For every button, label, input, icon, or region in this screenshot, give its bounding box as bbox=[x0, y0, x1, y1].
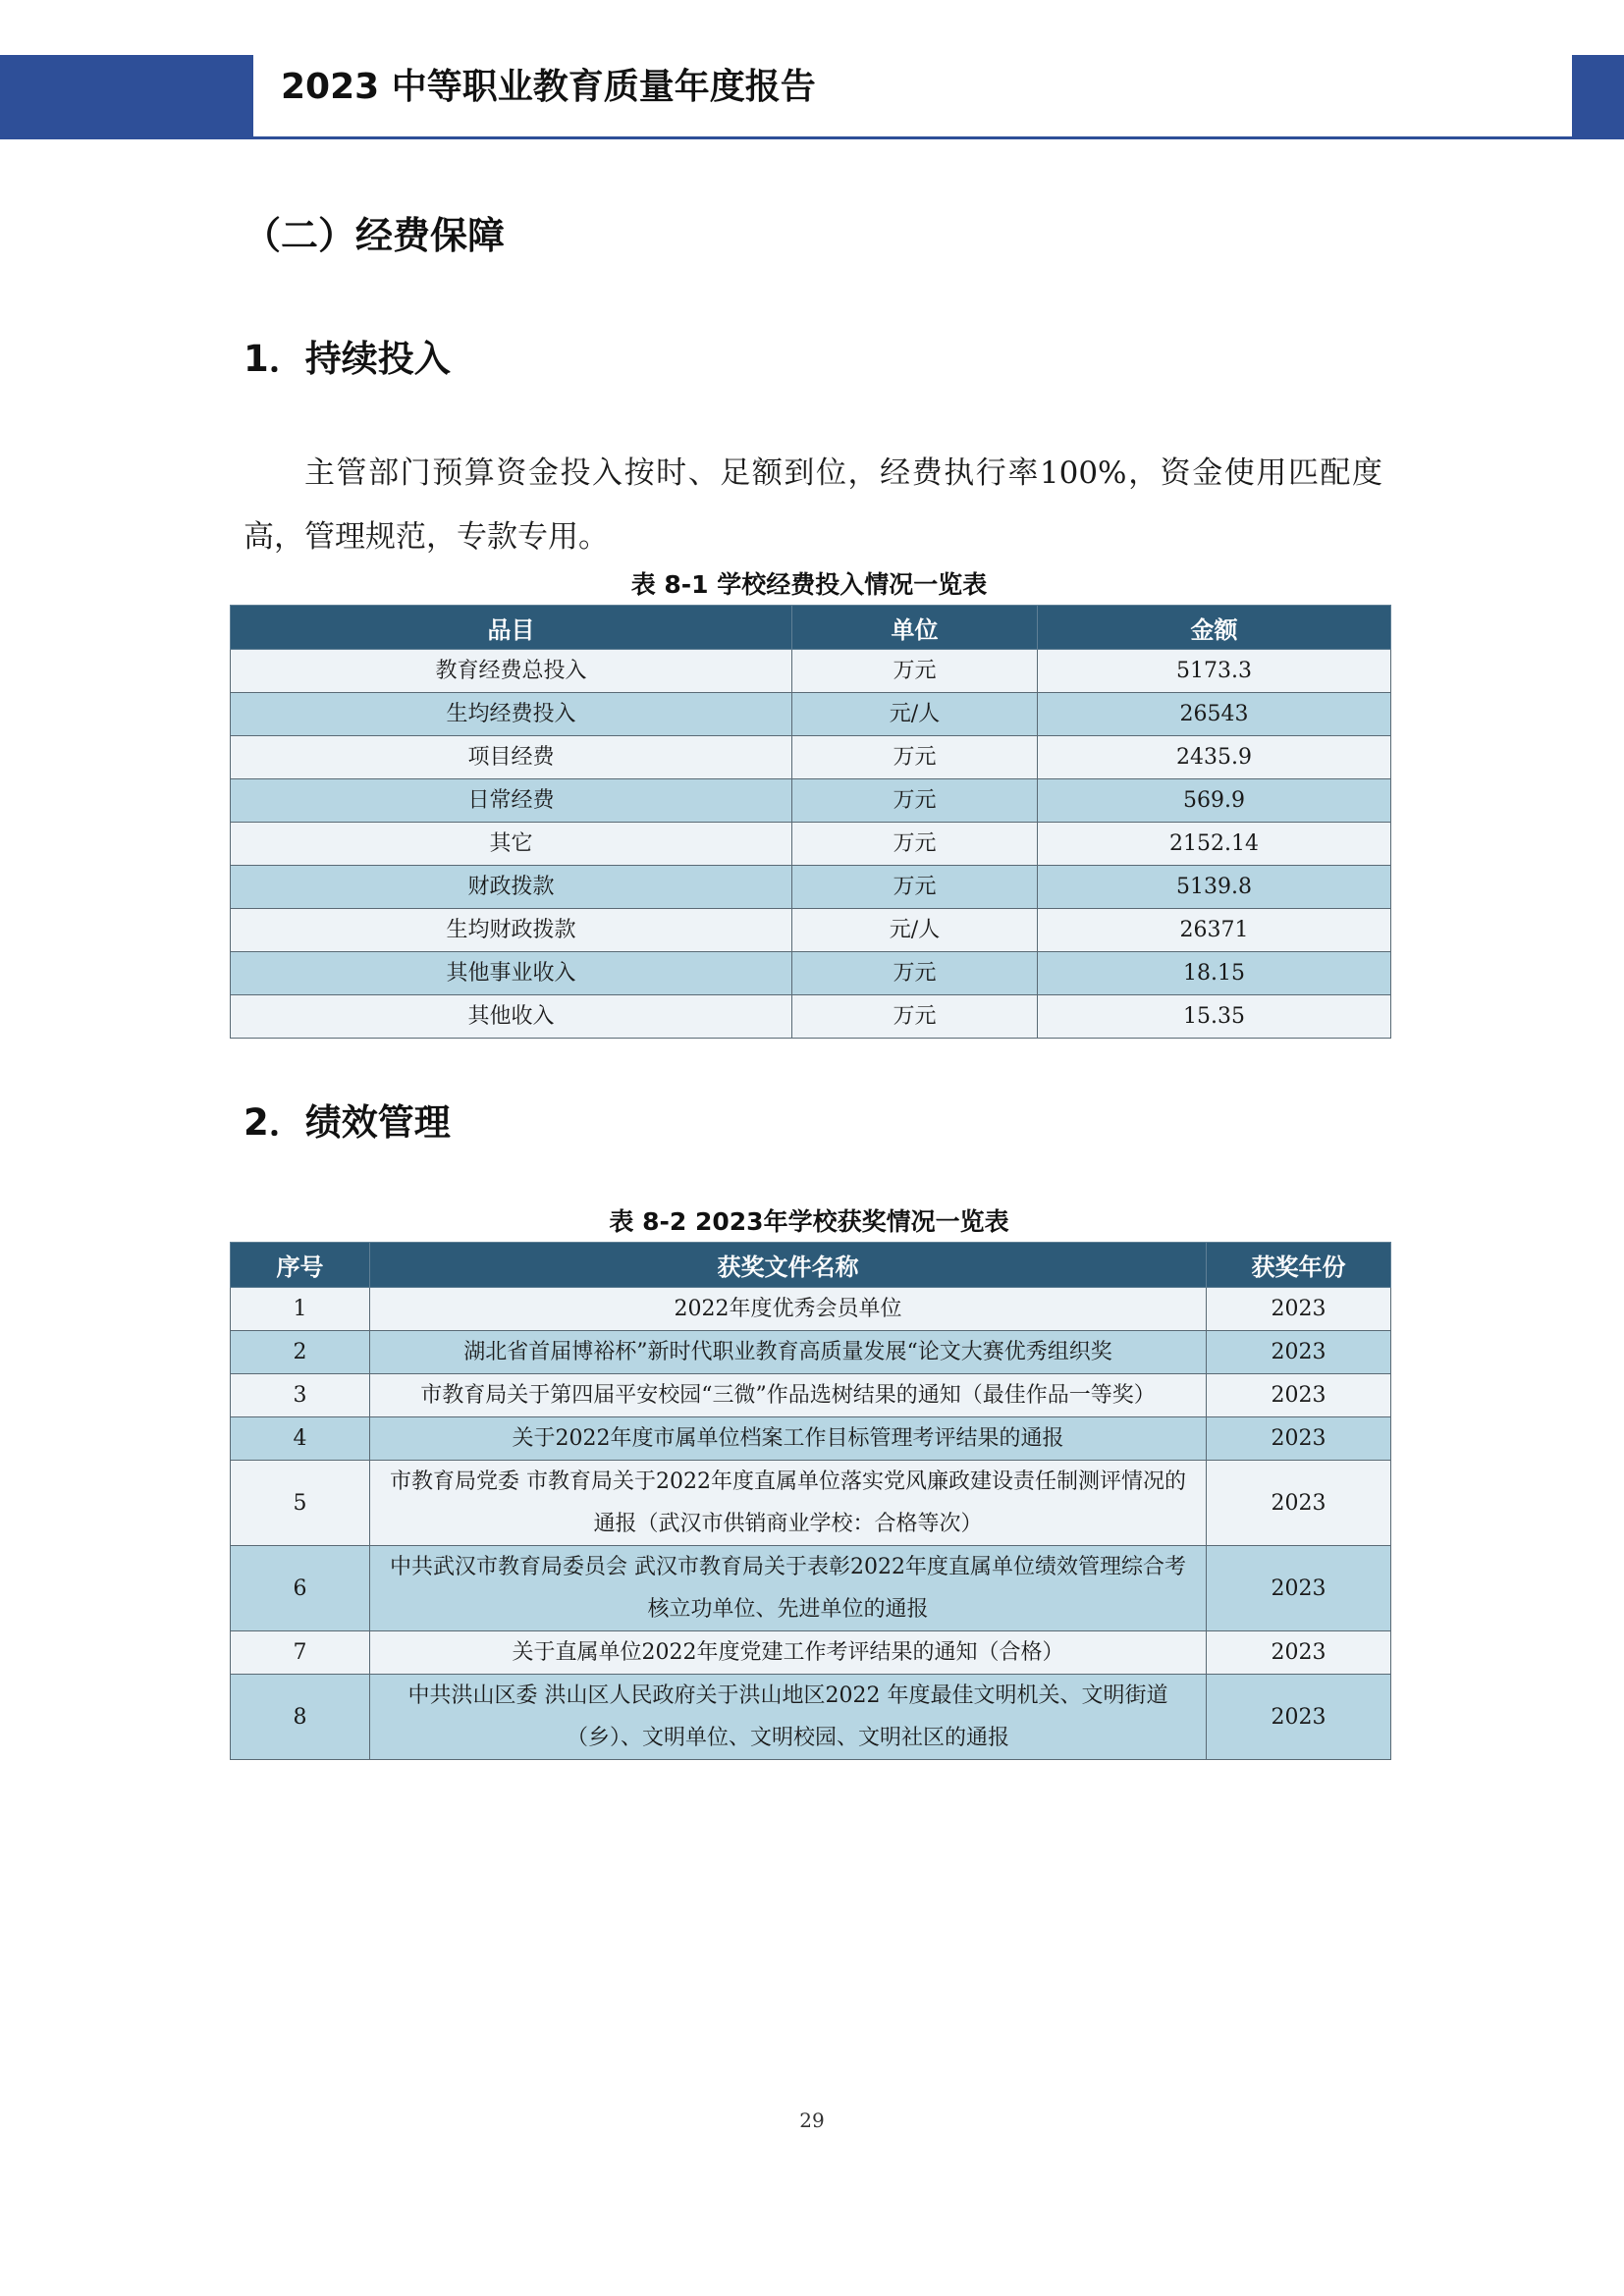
subsection-heading-investment: 1．持续投入 bbox=[244, 338, 451, 380]
table-cell: 关于直属单位2022年度党建工作考评结果的通知（合格） bbox=[370, 1631, 1207, 1675]
table-row bbox=[231, 952, 1391, 995]
column-header: 获奖年份 bbox=[1207, 1243, 1391, 1288]
table-cell: 2022年度优秀会员单位 bbox=[370, 1288, 1207, 1331]
table-cell: 4 bbox=[231, 1417, 370, 1461]
table-cell: 2023 bbox=[1207, 1461, 1391, 1546]
subsection-heading-performance: 2．绩效管理 bbox=[244, 1101, 451, 1144]
table-cell: 3 bbox=[231, 1374, 370, 1417]
table-cell: 万元 bbox=[792, 866, 1038, 909]
table-row bbox=[231, 1417, 1391, 1461]
table-cell: 26543 bbox=[1038, 693, 1391, 736]
report-title: 2023 中等职业教育质量年度报告 bbox=[281, 67, 816, 107]
table-cell: 2023 bbox=[1207, 1417, 1391, 1461]
table-cell: 万元 bbox=[792, 779, 1038, 823]
column-header: 金额 bbox=[1038, 606, 1391, 650]
table-cell: 2152.14 bbox=[1038, 823, 1391, 866]
table-header-row bbox=[231, 606, 1391, 650]
table-cell: 市教育局党委 市教育局关于2022年度直属单位落实党风廉政建设责任制测评情况的通报（武汉市供销商业学校：合格等次） bbox=[370, 1461, 1207, 1546]
section-heading: （二）经费保障 bbox=[244, 214, 506, 257]
table-cell: 2023 bbox=[1207, 1374, 1391, 1417]
table-cell: 教育经费总投入 bbox=[231, 650, 792, 693]
table-cell: 18.15 bbox=[1038, 952, 1391, 995]
table-cell: 生均经费投入 bbox=[231, 693, 792, 736]
table-cell: 8 bbox=[231, 1675, 370, 1760]
table-cell: 2023 bbox=[1207, 1675, 1391, 1760]
table-row bbox=[231, 1288, 1391, 1331]
table-cell: 26371 bbox=[1038, 909, 1391, 952]
table-row bbox=[231, 995, 1391, 1039]
table-row bbox=[231, 823, 1391, 866]
column-header: 序号 bbox=[231, 1243, 370, 1288]
table-row bbox=[231, 866, 1391, 909]
table-row bbox=[231, 1675, 1391, 1760]
table-row bbox=[231, 909, 1391, 952]
column-header: 获奖文件名称 bbox=[370, 1243, 1207, 1288]
table-cell: 生均财政拨款 bbox=[231, 909, 792, 952]
table-row bbox=[231, 1461, 1391, 1546]
funding-paragraph: 主管部门预算资金投入按时、足额到位，经费执行率100%，资金使用匹配度高，管理规范，专款专用。 bbox=[244, 455, 1382, 555]
table-cell: 5 bbox=[231, 1461, 370, 1546]
table-cell: 其它 bbox=[231, 823, 792, 866]
header-rule bbox=[253, 136, 1572, 139]
table-cell: 其他事业收入 bbox=[231, 952, 792, 995]
table-cell: 其他收入 bbox=[231, 995, 792, 1039]
header-accent-left bbox=[0, 55, 253, 139]
awards-table bbox=[230, 1242, 1391, 1760]
table-cell: 2023 bbox=[1207, 1288, 1391, 1331]
table-row bbox=[231, 1546, 1391, 1631]
page-number: 29 bbox=[799, 2109, 825, 2132]
table-cell: 569.9 bbox=[1038, 779, 1391, 823]
table1-caption: 表 8-1 学校经费投入情况一览表 bbox=[630, 570, 988, 599]
table-row bbox=[231, 693, 1391, 736]
table-cell: 2023 bbox=[1207, 1631, 1391, 1675]
table-cell: 财政拨款 bbox=[231, 866, 792, 909]
table-cell: 5139.8 bbox=[1038, 866, 1391, 909]
table-cell: 中共武汉市教育局委员会 武汉市教育局关于表彰2022年度直属单位绩效管理综合考核立功单位、先进单位的通报 bbox=[370, 1546, 1207, 1631]
header-accent-right bbox=[1572, 55, 1624, 139]
table-cell: 元/人 bbox=[792, 909, 1038, 952]
table-cell: 1 bbox=[231, 1288, 370, 1331]
table-cell: 中共洪山区委 洪山区人民政府关于洪山地区2022 年度最佳文明机关、文明街道（乡）、文明单位、文明校园、文明社区的通报 bbox=[370, 1675, 1207, 1760]
table-cell: 项目经费 bbox=[231, 736, 792, 779]
table-row bbox=[231, 1331, 1391, 1374]
table-row bbox=[231, 650, 1391, 693]
table-cell: 2023 bbox=[1207, 1331, 1391, 1374]
funding-table bbox=[230, 605, 1391, 1039]
table-cell: 日常经费 bbox=[231, 779, 792, 823]
table-cell: 6 bbox=[231, 1546, 370, 1631]
table-cell: 2435.9 bbox=[1038, 736, 1391, 779]
table-header-row bbox=[231, 1243, 1391, 1288]
table-cell: 关于2022年度市属单位档案工作目标管理考评结果的通报 bbox=[370, 1417, 1207, 1461]
table-cell: 15.35 bbox=[1038, 995, 1391, 1039]
table-row bbox=[231, 1631, 1391, 1675]
column-header: 单位 bbox=[792, 606, 1038, 650]
table-row bbox=[231, 1374, 1391, 1417]
table-cell: 7 bbox=[231, 1631, 370, 1675]
table-cell: 5173.3 bbox=[1038, 650, 1391, 693]
table2-caption: 表 8-2 2023年学校获奖情况一览表 bbox=[609, 1207, 1009, 1236]
table-cell: 万元 bbox=[792, 823, 1038, 866]
table-cell: 2 bbox=[231, 1331, 370, 1374]
table-row bbox=[231, 736, 1391, 779]
table-cell: 市教育局关于第四届平安校园“三微”作品选树结果的通知（最佳作品一等奖） bbox=[370, 1374, 1207, 1417]
table-cell: 万元 bbox=[792, 736, 1038, 779]
table-row bbox=[231, 779, 1391, 823]
table-cell: 万元 bbox=[792, 995, 1038, 1039]
table-cell: 元/人 bbox=[792, 693, 1038, 736]
column-header: 品目 bbox=[231, 606, 792, 650]
table-cell: 湖北省首届博裕杯”新时代职业教育高质量发展“论文大赛优秀组织奖 bbox=[370, 1331, 1207, 1374]
table-cell: 万元 bbox=[792, 650, 1038, 693]
table-cell: 万元 bbox=[792, 952, 1038, 995]
table-cell: 2023 bbox=[1207, 1546, 1391, 1631]
